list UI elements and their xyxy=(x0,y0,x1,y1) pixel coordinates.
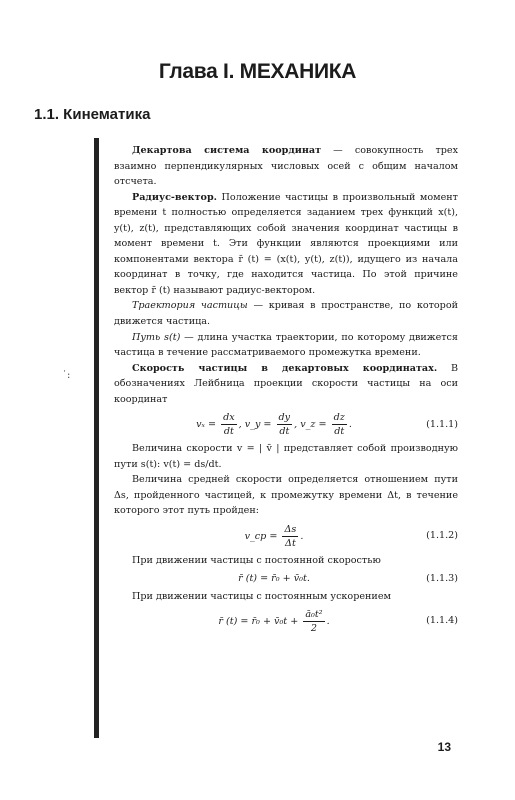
paragraph-trajectory xyxy=(114,298,458,329)
paragraph-radius-vector xyxy=(114,190,458,299)
def-radius-vector: Положение частицы в произвольный момент времени t полностью определяется заданием трех функций x(t), y(t), z(t), представляющих собой значения координат частицы в момент времени t. Эти функции являются проекциями или компонентами вектора r̄ (t) = (x(t), y(t), z(t)), идущего из начала координат в точку, где находится частица. По этой причине вектор r̄ (t) называют радиус-вектором. xyxy=(114,191,458,296)
eq1-dt-1: dt xyxy=(223,425,234,437)
eq1-vy: , v_y = xyxy=(238,418,272,430)
fraction-ds-dt xyxy=(282,523,298,550)
paragraph-velocity xyxy=(114,361,458,408)
term-coordinates: Декартова система координат xyxy=(132,145,322,156)
eq1-dt-2: dt xyxy=(279,425,290,437)
eq4-denominator: 2 xyxy=(310,622,317,634)
eq2-lhs: v_ср = xyxy=(244,530,278,542)
text-block xyxy=(114,143,458,638)
eq1-end: . xyxy=(348,418,352,430)
eq1-dt-3: dt xyxy=(334,425,345,437)
equation-number: (1.1.1) xyxy=(426,418,458,430)
fraction-dx-dt xyxy=(221,411,237,438)
eq2-end: . xyxy=(300,530,304,542)
margin-mark: ˙: xyxy=(62,370,71,381)
chapter-title: Глава I. МЕХАНИКА xyxy=(158,60,357,83)
equation-1-1-2-body xyxy=(114,523,404,550)
paragraph-constant-acceleration: При движении частицы с постоянным ускорением xyxy=(132,590,391,602)
equation-1-1-3 xyxy=(114,569,458,589)
equation-number: (1.1.2) xyxy=(426,530,458,542)
equation-1-1-1-body xyxy=(114,411,404,438)
eq1-dz: dz xyxy=(333,411,345,423)
equation-1-1-2 xyxy=(114,519,458,553)
section-title: 1.1. Кинематика xyxy=(34,106,151,123)
eq4-end: . xyxy=(326,615,330,627)
eq2-denominator: Δt xyxy=(285,537,296,549)
fraction-dz-dt xyxy=(332,411,347,438)
eq1-vz: , v_z = xyxy=(294,418,327,430)
equation-number: (1.1.3) xyxy=(426,572,458,584)
eq2-numerator: Δs xyxy=(284,523,297,535)
term-path: Путь s(t) xyxy=(132,331,181,343)
equation-1-1-1 xyxy=(114,407,458,441)
eq1-dx: dx xyxy=(223,411,235,423)
term-trajectory: Траектория частицы xyxy=(132,300,248,312)
fraction-dy-dt xyxy=(277,411,293,438)
paragraph-path xyxy=(114,330,458,361)
paragraph-coordinates xyxy=(114,143,458,190)
equation-number: (1.1.4) xyxy=(426,615,458,627)
def-path: — длина участка траектории, по которому движется частица в течение рассматриваемого промежутка времени. xyxy=(114,331,458,359)
page-number: 13 xyxy=(437,740,451,754)
def-coordinates: — совокупность трех взаимно перпендикулярных числовых осей с общим началом отсчета. xyxy=(114,145,458,188)
eq4-numerator: ā₀t² xyxy=(305,608,323,620)
margin-bar xyxy=(94,138,99,738)
eq1-vx: vₓ = xyxy=(196,418,217,430)
term-velocity: Скорость частицы в декартовых координатах. xyxy=(132,362,438,374)
fraction-at2-2 xyxy=(303,608,324,635)
equation-1-1-4 xyxy=(114,604,458,638)
eq4-lhs: r̄ (t) = r̄₀ + v̄₀t + xyxy=(218,615,299,627)
def-velocity: В обозначениях Лейбница проекции скорости частицы на оси координат xyxy=(114,362,458,405)
equation-1-1-3-body: r̄ (t) = r̄₀ + v̄₀t. xyxy=(238,572,310,584)
def-trajectory: — кривая в пространстве, по которой движется частица. xyxy=(114,300,458,328)
eq1-dy: dy xyxy=(278,411,291,423)
paragraph-speed-magnitude: Величина скорости v = | v̄ | представляет собой производную пути s(t): v(t) = ds/dt. xyxy=(114,443,458,470)
paragraph-constant-velocity: При движении частицы с постоянной скоростью xyxy=(132,555,381,567)
paragraph-average-speed: Величина средней скорости определяется отношением пути Δs, пройденного частицей, к промежутку времени Δt, в течение которого этот путь пройден: xyxy=(114,474,458,517)
term-radius-vector: Радиус-вектор. xyxy=(132,191,217,203)
equation-1-1-4-body xyxy=(114,608,404,635)
